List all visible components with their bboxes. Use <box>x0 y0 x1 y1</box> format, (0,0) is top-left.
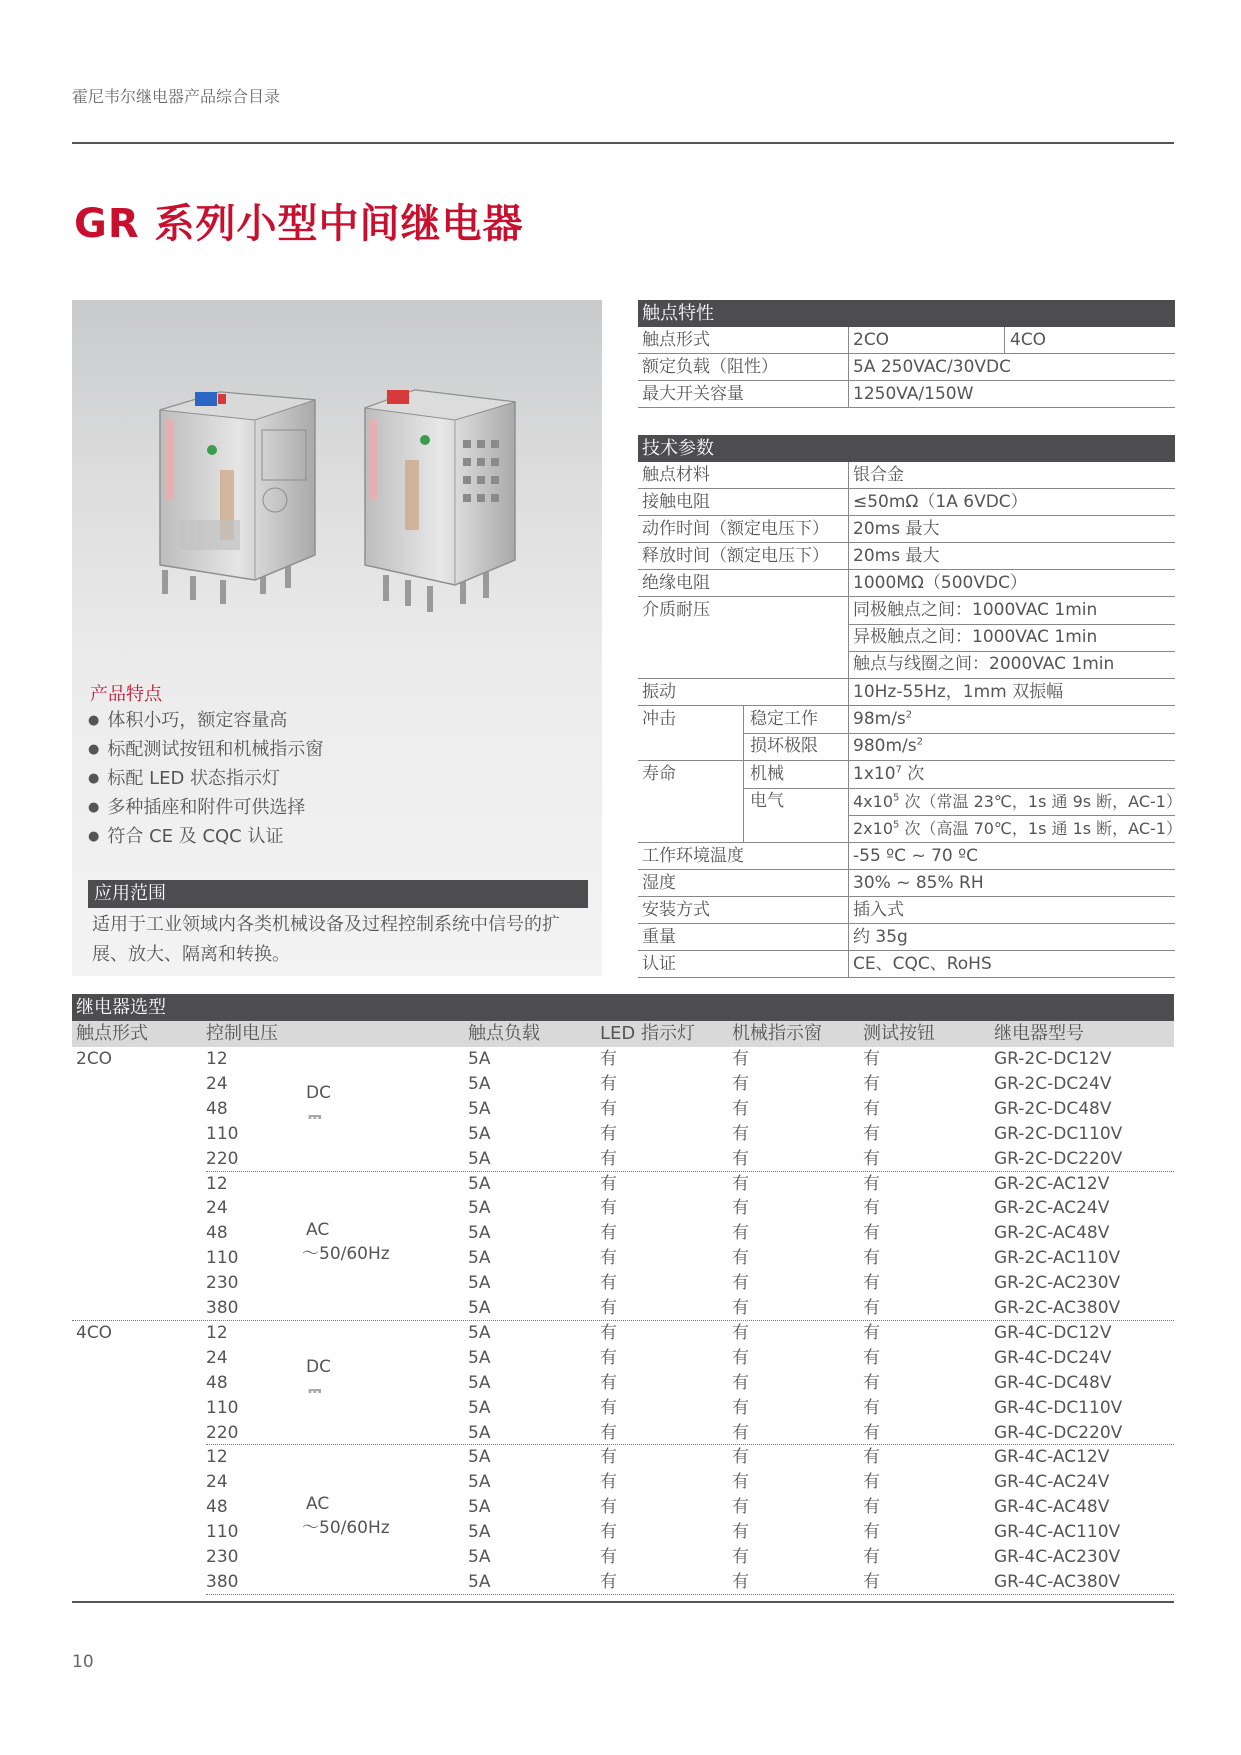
table-row <box>72 1072 1174 1097</box>
group-separator <box>206 1594 1174 1595</box>
row-value: 插入式 <box>853 900 904 920</box>
test-button-cell: 有 <box>863 1173 880 1194</box>
row-value: 20ms 最大 <box>853 546 940 566</box>
table-row <box>72 1470 1174 1495</box>
model-number-cell: GR-4C-AC230V <box>994 1547 1121 1567</box>
row-label: 额定负载（阻性） <box>642 357 778 377</box>
voltage-type-label: AC <box>306 1220 330 1241</box>
test-button-cell: 有 <box>863 1472 880 1493</box>
test-button-cell: 有 <box>863 1098 880 1119</box>
control-voltage-cell: 110 <box>206 1522 239 1543</box>
column-header: 继电器型号 <box>994 1023 1084 1044</box>
test-button-cell: 有 <box>863 1223 880 1244</box>
led-indicator-cell: 有 <box>600 1497 617 1518</box>
column-header: 触点负载 <box>468 1023 540 1044</box>
control-voltage-cell: 230 <box>206 1273 239 1294</box>
control-voltage-cell: 380 <box>206 1298 239 1318</box>
contact-load-cell: 5A <box>468 1422 491 1443</box>
mechanical-indicator-cell: 有 <box>732 1422 749 1443</box>
control-voltage-cell: 24 <box>206 1198 228 1219</box>
column-header: LED 指示灯 <box>600 1023 695 1044</box>
test-button-cell: 有 <box>863 1571 880 1592</box>
control-voltage-cell: 110 <box>206 1397 239 1418</box>
row-label: 安装方式 <box>642 900 710 920</box>
model-number-cell: GR-2C-AC48V <box>994 1223 1110 1244</box>
mechanical-indicator-cell: 有 <box>732 1497 749 1518</box>
control-voltage-cell: 12 <box>206 1049 228 1069</box>
led-indicator-cell: 有 <box>600 1298 617 1318</box>
led-indicator-cell: 有 <box>600 1273 617 1294</box>
row-label: 寿命 <box>642 764 676 784</box>
mechanical-indicator-cell: 有 <box>732 1397 749 1418</box>
footer-divider <box>72 1601 1174 1603</box>
table-row <box>72 1421 1174 1446</box>
tech-table <box>638 435 1182 978</box>
model-number-cell: GR-2C-AC24V <box>994 1198 1110 1219</box>
contact-table-title: 触点特性 <box>638 300 1175 327</box>
mechanical-indicator-cell: 有 <box>732 1173 749 1194</box>
selection-table-title: 继电器选型 <box>72 994 1174 1021</box>
contact-load-cell: 5A <box>468 1248 491 1269</box>
voltage-type-label: AC <box>306 1494 330 1515</box>
mechanical-indicator-cell: 有 <box>732 1372 749 1393</box>
control-voltage-cell: 48 <box>206 1497 228 1518</box>
test-button-cell: 有 <box>863 1347 880 1368</box>
contact-load-cell: 5A <box>468 1397 491 1418</box>
table-row <box>638 870 1175 897</box>
table-row <box>72 1097 1174 1122</box>
led-indicator-cell: 有 <box>600 1198 617 1219</box>
table-row <box>638 381 1175 408</box>
row-value: 5A 250VAC/30VDC <box>853 357 1011 377</box>
contact-load-cell: 5A <box>468 1098 491 1119</box>
row-value: CE、CQC、RoHS <box>853 954 992 974</box>
column-header: 机械指示窗 <box>732 1023 822 1044</box>
model-number-cell: GR-2C-DC24V <box>994 1073 1112 1094</box>
model-number-cell: GR-4C-AC24V <box>994 1472 1110 1493</box>
led-indicator-cell: 有 <box>600 1447 617 1468</box>
led-indicator-cell: 有 <box>600 1223 617 1244</box>
contact-load-cell: 5A <box>468 1148 491 1169</box>
contact-load-cell: 5A <box>468 1522 491 1543</box>
row-label: 认证 <box>642 954 676 974</box>
row-sublabel: 稳定工作 <box>750 709 818 729</box>
test-button-cell: 有 <box>863 1123 880 1144</box>
table-row <box>72 1271 1174 1296</box>
test-button-cell: 有 <box>863 1322 880 1343</box>
row-value: $1x10^7$ 次 <box>853 764 925 784</box>
led-indicator-cell: 有 <box>600 1073 617 1094</box>
table-row <box>638 843 1175 870</box>
features-title: 产品特点 <box>90 684 162 705</box>
test-button-cell: 有 <box>863 1547 880 1567</box>
table-row <box>72 1296 1174 1321</box>
model-number-cell: GR-2C-AC380V <box>994 1298 1121 1318</box>
row-value: ≤50mΩ（1A 6VDC） <box>853 492 1028 512</box>
table-row-dielectric <box>638 597 1175 679</box>
led-indicator-cell: 有 <box>600 1173 617 1194</box>
row-value: 异极触点之间：1000VAC 1min <box>853 627 1098 647</box>
mechanical-indicator-cell: 有 <box>732 1322 749 1343</box>
test-button-cell: 有 <box>863 1422 880 1443</box>
model-number-cell: GR-2C-DC110V <box>994 1123 1123 1144</box>
mechanical-indicator-cell: 有 <box>732 1547 749 1567</box>
contact-load-cell: 5A <box>468 1347 491 1368</box>
row-label: 介质耐压 <box>642 600 710 620</box>
control-voltage-cell: 110 <box>206 1123 239 1144</box>
row-value: 10Hz-55Hz，1mm 双振幅 <box>853 682 1064 702</box>
test-button-cell: 有 <box>863 1198 880 1219</box>
control-voltage-cell: 48 <box>206 1098 228 1119</box>
control-voltage-cell: 12 <box>206 1447 228 1468</box>
mechanical-indicator-cell: 有 <box>732 1273 749 1294</box>
model-number-cell: GR-4C-DC24V <box>994 1347 1112 1368</box>
catalog-header-title: 霍尼韦尔继电器产品综合目录 <box>72 87 281 106</box>
row-label: 触点材料 <box>642 465 710 485</box>
table-row <box>72 1445 1174 1470</box>
led-indicator-cell: 有 <box>600 1571 617 1592</box>
contact-load-cell: 5A <box>468 1372 491 1393</box>
contact-load-cell: 5A <box>468 1298 491 1318</box>
mechanical-indicator-cell: 有 <box>732 1223 749 1244</box>
control-voltage-cell: 24 <box>206 1472 228 1493</box>
test-button-cell: 有 <box>863 1148 880 1169</box>
table-row <box>638 570 1175 597</box>
mechanical-indicator-cell: 有 <box>732 1298 749 1318</box>
application-text <box>92 910 592 970</box>
row-value: 触点与线圈之间：2000VAC 1min <box>853 654 1115 674</box>
row-label: 动作时间（额定电压下） <box>642 519 829 539</box>
tech-table-title: 技术参数 <box>638 435 1175 462</box>
model-number-cell: GR-2C-AC12V <box>994 1173 1110 1194</box>
contact-table <box>638 300 1175 408</box>
test-button-cell: 有 <box>863 1497 880 1518</box>
model-number-cell: GR-4C-DC12V <box>994 1322 1112 1343</box>
led-indicator-cell: 有 <box>600 1372 617 1393</box>
relay-2co-image <box>150 380 325 620</box>
selection-table <box>72 994 1174 1595</box>
feature-item: ● 标配 LED 状态指示灯 <box>88 764 323 793</box>
table-row <box>72 1196 1174 1221</box>
contact-load-cell: 5A <box>468 1073 491 1094</box>
control-voltage-cell: 380 <box>206 1571 239 1592</box>
led-indicator-cell: 有 <box>600 1148 617 1169</box>
voltage-type-label: DC <box>306 1083 331 1104</box>
row-value: $2x10^5$ 次（高温 70℃，1s 通 1s 断，AC-1） <box>853 819 1182 838</box>
table-row <box>72 1570 1174 1595</box>
control-voltage-cell: 110 <box>206 1248 239 1269</box>
test-button-cell: 有 <box>863 1447 880 1468</box>
control-voltage-cell: 48 <box>206 1372 228 1393</box>
led-indicator-cell: 有 <box>600 1098 617 1119</box>
row-label: 重量 <box>642 927 676 947</box>
table-row <box>72 1047 1174 1072</box>
led-indicator-cell: 有 <box>600 1522 617 1543</box>
control-voltage-cell: 12 <box>206 1322 228 1343</box>
control-voltage-cell: 24 <box>206 1347 228 1368</box>
led-indicator-cell: 有 <box>600 1049 617 1069</box>
led-indicator-cell: 有 <box>600 1472 617 1493</box>
row-value: 银合金 <box>853 465 904 485</box>
row-value: 约 35g <box>853 927 908 947</box>
column-header: 触点形式 <box>76 1023 148 1044</box>
mechanical-indicator-cell: 有 <box>732 1049 749 1069</box>
contact-load-cell: 5A <box>468 1123 491 1144</box>
table-row <box>72 1147 1174 1172</box>
contact-load-cell: 5A <box>468 1049 491 1069</box>
row-label: 最大开关容量 <box>642 384 744 404</box>
led-indicator-cell: 有 <box>600 1397 617 1418</box>
contact-load-cell: 5A <box>468 1472 491 1493</box>
row-value: 1250VA/150W <box>853 384 974 404</box>
led-indicator-cell: 有 <box>600 1123 617 1144</box>
row-label: 冲击 <box>642 709 676 729</box>
mechanical-indicator-cell: 有 <box>732 1123 749 1144</box>
table-row <box>72 1371 1174 1396</box>
row-label: 绝缘电阻 <box>642 573 710 593</box>
contact-form-label: 4CO <box>76 1322 113 1343</box>
mechanical-indicator-cell: 有 <box>732 1148 749 1169</box>
application-title: 应用范围 <box>88 880 588 908</box>
control-voltage-cell: 230 <box>206 1547 239 1567</box>
table-row <box>638 462 1175 489</box>
row-value: $98m/s^2$ <box>853 709 913 729</box>
row-value: 20ms 最大 <box>853 519 940 539</box>
test-button-cell: 有 <box>863 1248 880 1269</box>
led-indicator-cell: 有 <box>600 1422 617 1443</box>
mechanical-indicator-cell: 有 <box>732 1347 749 1368</box>
mechanical-indicator-cell: 有 <box>732 1571 749 1592</box>
table-row <box>638 679 1175 706</box>
table-row <box>638 951 1175 978</box>
test-button-cell: 有 <box>863 1522 880 1543</box>
page-number: 10 <box>72 1652 94 1672</box>
contact-load-cell: 5A <box>468 1198 491 1219</box>
row-value: $980m/s^2$ <box>853 736 923 756</box>
row-label: 释放时间（额定电压下） <box>642 546 829 566</box>
table-row <box>72 1122 1174 1147</box>
row-value: $4x10^5$ 次（常温 23℃，1s 通 9s 断，AC-1） <box>853 792 1182 811</box>
contact-load-cell: 5A <box>468 1547 491 1567</box>
voltage-type-detail: ～50/60Hz <box>302 1518 390 1539</box>
voltage-type-detail: ⎓ <box>308 1381 322 1402</box>
row-label: 触点形式 <box>642 330 710 350</box>
application-line: 适用于工业领域内各类机械设备及过程控制系统中信号的扩 <box>92 914 560 935</box>
model-number-cell: GR-4C-AC12V <box>994 1447 1110 1468</box>
model-number-cell: GR-4C-DC110V <box>994 1397 1123 1418</box>
feature-item: ● 体积小巧，额定容量高 <box>88 706 323 735</box>
mechanical-indicator-cell: 有 <box>732 1098 749 1119</box>
voltage-type-detail: ～50/60Hz <box>302 1244 390 1265</box>
table-row-life <box>638 761 1182 843</box>
table-row <box>638 897 1175 924</box>
row-sublabel: 机械 <box>750 764 784 784</box>
row-sublabel: 电气 <box>750 791 784 811</box>
model-number-cell: GR-2C-AC110V <box>994 1248 1121 1269</box>
row-value: 2CO <box>853 330 890 350</box>
page-title: GR 系列小型中间继电器 <box>74 201 524 247</box>
model-number-cell: GR-4C-DC220V <box>994 1422 1123 1443</box>
test-button-cell: 有 <box>863 1073 880 1094</box>
led-indicator-cell: 有 <box>600 1547 617 1567</box>
table-row <box>72 1396 1174 1421</box>
mechanical-indicator-cell: 有 <box>732 1472 749 1493</box>
contact-load-cell: 5A <box>468 1173 491 1194</box>
contact-load-cell: 5A <box>468 1497 491 1518</box>
contact-load-cell: 5A <box>468 1223 491 1244</box>
row-sublabel: 损坏极限 <box>750 736 818 756</box>
table-row <box>638 543 1175 570</box>
voltage-type-detail: ⎓ <box>308 1107 322 1128</box>
contact-load-cell: 5A <box>468 1322 491 1343</box>
relay-4co-image <box>355 380 530 630</box>
table-row <box>638 489 1175 516</box>
feature-item: ● 多种插座和附件可供选择 <box>88 793 323 822</box>
led-indicator-cell: 有 <box>600 1347 617 1368</box>
table-row <box>72 1172 1174 1197</box>
model-number-cell: GR-4C-AC110V <box>994 1522 1121 1543</box>
led-indicator-cell: 有 <box>600 1322 617 1343</box>
model-number-cell: GR-4C-DC48V <box>994 1372 1112 1393</box>
contact-load-cell: 5A <box>468 1571 491 1592</box>
test-button-cell: 有 <box>863 1372 880 1393</box>
feature-item: ● 符合 CE 及 CQC 认证 <box>88 822 323 851</box>
test-button-cell: 有 <box>863 1049 880 1069</box>
table-row <box>638 516 1175 543</box>
row-label: 接触电阻 <box>642 492 710 512</box>
feature-item: ● 标配测试按钮和机械指示窗 <box>88 735 323 764</box>
model-number-cell: GR-2C-DC12V <box>994 1049 1112 1069</box>
row-value: 同极触点之间：1000VAC 1min <box>853 600 1098 620</box>
contact-load-cell: 5A <box>468 1273 491 1294</box>
model-number-cell: GR-2C-DC48V <box>994 1098 1112 1119</box>
control-voltage-cell: 48 <box>206 1223 228 1244</box>
column-header: 控制电压 <box>206 1023 278 1044</box>
test-button-cell: 有 <box>863 1397 880 1418</box>
table-row <box>72 1246 1174 1271</box>
table-row <box>638 327 1175 354</box>
model-number-cell: GR-4C-AC380V <box>994 1571 1121 1592</box>
control-voltage-cell: 12 <box>206 1173 228 1194</box>
header-divider <box>72 142 1174 144</box>
led-indicator-cell: 有 <box>600 1248 617 1269</box>
model-number-cell: GR-2C-DC220V <box>994 1148 1123 1169</box>
row-label: 振动 <box>642 682 676 702</box>
mechanical-indicator-cell: 有 <box>732 1522 749 1543</box>
column-header: 测试按钮 <box>863 1023 935 1044</box>
row-value: 4CO <box>1010 330 1047 350</box>
selection-table-header <box>72 1021 1174 1047</box>
control-voltage-cell: 220 <box>206 1422 239 1443</box>
row-label: 湿度 <box>642 873 676 893</box>
table-row <box>72 1545 1174 1570</box>
contact-load-cell: 5A <box>468 1447 491 1468</box>
control-voltage-cell: 24 <box>206 1073 228 1094</box>
mechanical-indicator-cell: 有 <box>732 1447 749 1468</box>
mechanical-indicator-cell: 有 <box>732 1073 749 1094</box>
row-value: -55 ºC ~ 70 ºC <box>853 846 979 866</box>
model-number-cell: GR-4C-AC48V <box>994 1497 1110 1518</box>
table-row <box>72 1321 1174 1346</box>
table-row <box>72 1346 1174 1371</box>
features-list <box>88 706 323 851</box>
selection-table-body <box>72 1047 1174 1595</box>
test-button-cell: 有 <box>863 1273 880 1294</box>
table-row <box>72 1221 1174 1246</box>
mechanical-indicator-cell: 有 <box>732 1198 749 1219</box>
row-value: 1000MΩ（500VDC） <box>853 573 1027 593</box>
contact-form-label: 2CO <box>76 1049 113 1069</box>
table-row <box>638 354 1175 381</box>
application-line: 展、放大、隔离和转换。 <box>92 944 290 965</box>
table-row <box>72 1520 1174 1545</box>
table-row <box>638 924 1175 951</box>
row-value: 30% ~ 85% RH <box>853 873 984 893</box>
mechanical-indicator-cell: 有 <box>732 1248 749 1269</box>
row-label: 工作环境温度 <box>642 846 744 866</box>
model-number-cell: GR-2C-AC230V <box>994 1273 1121 1294</box>
voltage-type-label: DC <box>306 1357 331 1378</box>
table-row <box>72 1495 1174 1520</box>
control-voltage-cell: 220 <box>206 1148 239 1169</box>
test-button-cell: 有 <box>863 1298 880 1318</box>
table-row-shock <box>638 706 1175 761</box>
